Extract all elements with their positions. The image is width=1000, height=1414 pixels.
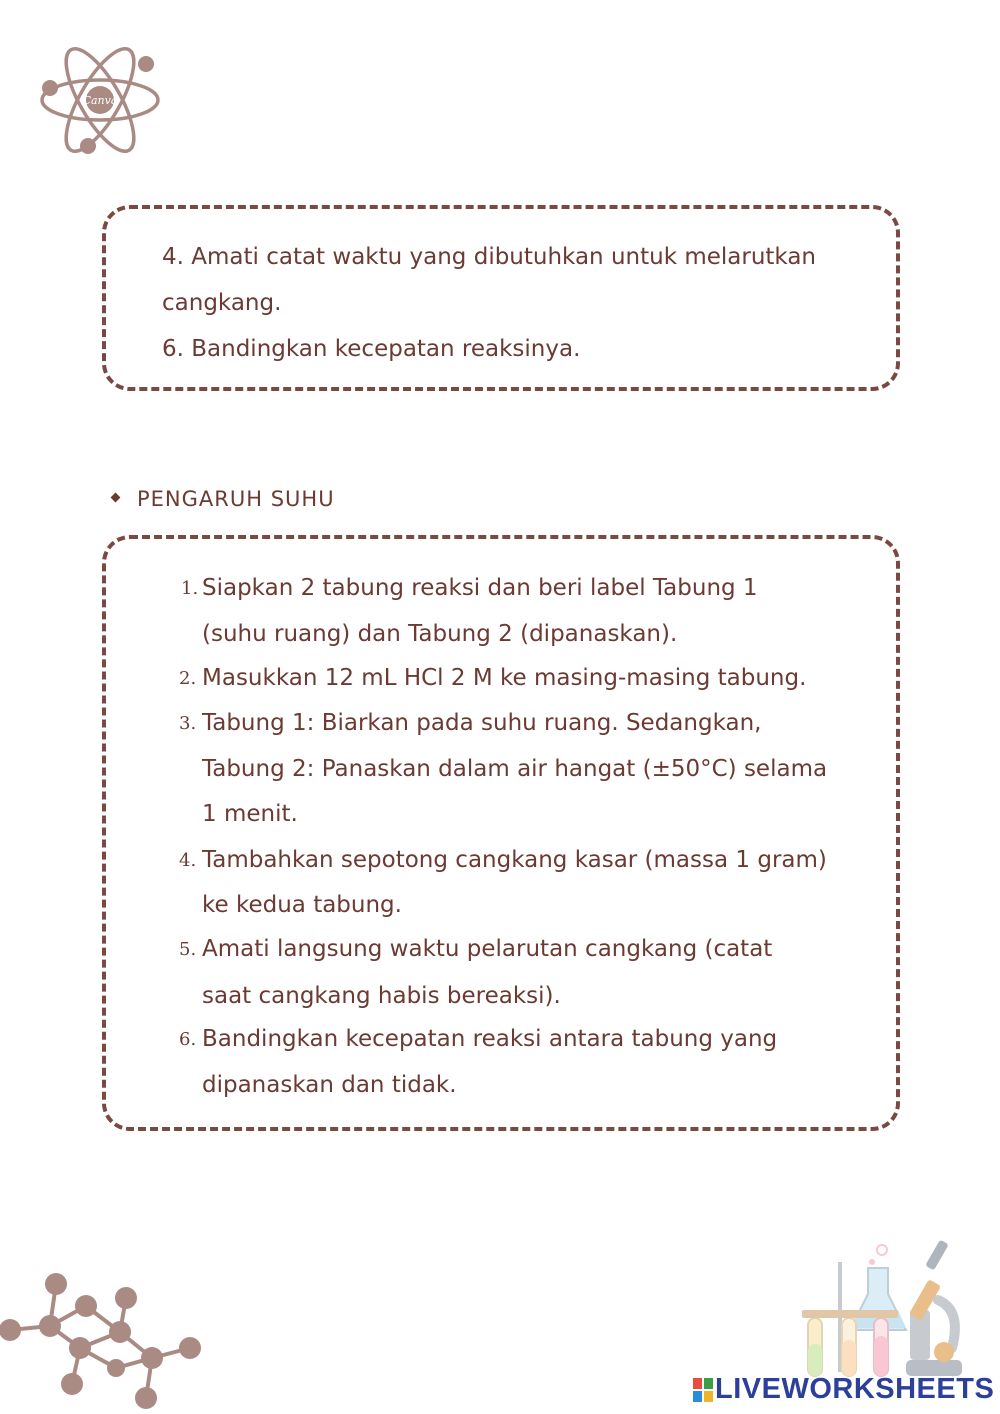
step-line: Tabung 2: Panaskan dalam air hangat (±50°C) selama [202,756,828,782]
atom-label: Canva [82,94,118,107]
instructions-box-top [102,205,900,391]
step-number: 2. [179,668,197,689]
instruction-line: 6. Bandingkan kecepatan reaksinya. [162,336,581,362]
step-line: saat cangkang habis bereaksi). [202,983,561,1009]
step-line: Siapkan 2 tabung reaksi dan beri label Tabung 1 [202,575,758,601]
step-number: 3. [179,713,197,734]
section-heading-text: PENGARUH SUHU [137,487,335,511]
instruction-line: 4. Amati catat waktu yang dibutuhkan untuk melarutkan [162,244,817,270]
step-number: 6. [179,1029,197,1050]
step-line: Bandingkan kecepatan reaksi antara tabung yang [202,1026,778,1052]
atom-icon [36,38,164,162]
instruction-line: cangkang. [162,290,282,316]
section-heading [112,487,335,511]
step-number: 4. [179,850,197,871]
diamond-bullet-icon [111,492,121,502]
liveworksheets-logo-icon [693,1378,713,1402]
step-line: Tabung 1: Biarkan pada suhu ruang. Sedangkan, [202,710,762,736]
step-line: (suhu ruang) dan Tabung 2 (dipanaskan). [202,621,678,647]
liveworksheets-wordmark: LIVEWORKSHEETS [715,1373,995,1405]
step-line: ke kedua tabung. [202,892,402,918]
step-line: Amati langsung waktu pelarutan cangkang (catat [202,936,773,962]
step-line: Tambahkan sepotong cangkang kasar (massa 1 gram) [202,847,827,873]
step-line: dipanaskan dan tidak. [202,1072,457,1098]
lab-equipment-icon [798,1240,970,1380]
step-line: 1 menit. [202,801,298,827]
instructions-box-suhu [102,535,900,1131]
step-number: 1. [181,578,199,599]
step-number: 5. [179,939,197,960]
molecule-icon [0,1268,210,1414]
step-line: Masukkan 12 mL HCl 2 M ke masing-masing tabung. [202,665,807,691]
